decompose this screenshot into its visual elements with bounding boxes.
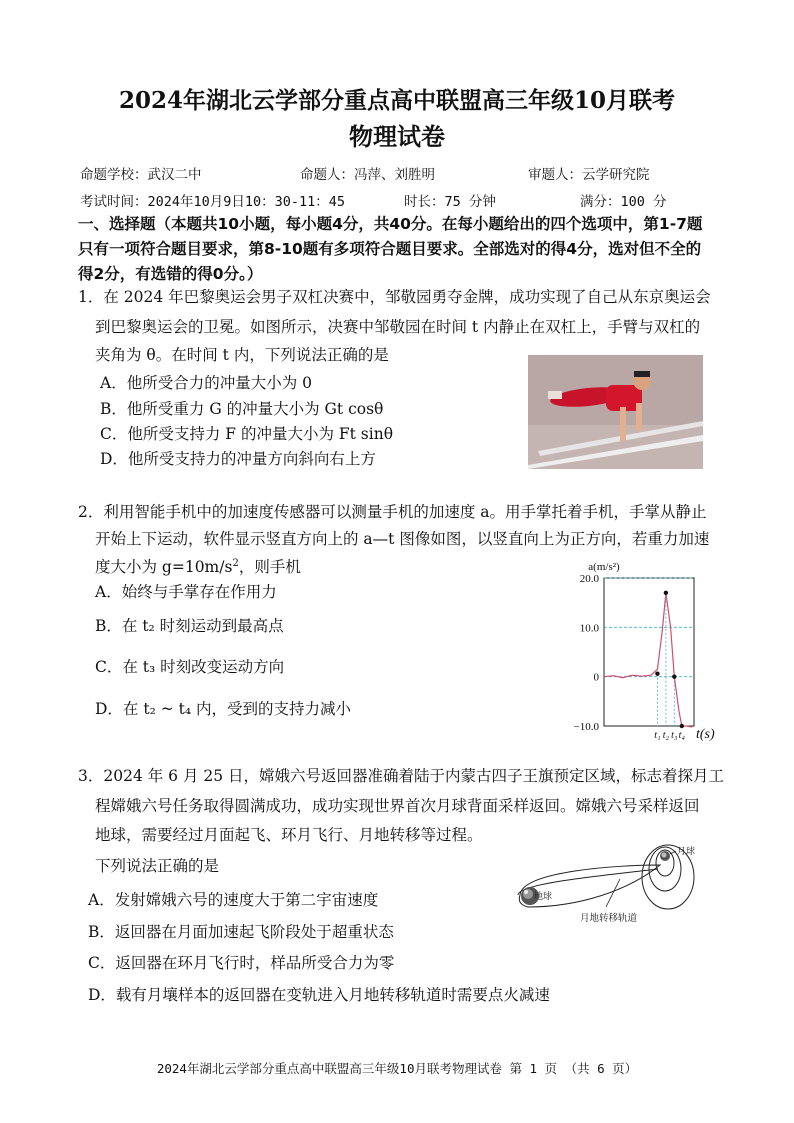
meta-time: 考试时间：2024年10月9日10：30-11：45 (80, 194, 346, 210)
exam-title: 2024年湖北云学部分重点高中联盟高三年级10月联考 (118, 87, 676, 114)
q2-option-c: C．在 t₃ 时刻改变运动方向 (95, 658, 285, 676)
x-tick-label: t₁ (654, 730, 661, 741)
data-point (655, 672, 659, 676)
q2-line-2: 开始上下运动，软件显示竖直方向上的 a—t 图像如图，以竖直向上为正方向，若重力加速 (95, 530, 710, 548)
section-line-3: 得2分，有选错的得0分。） (78, 265, 263, 283)
q2-option-a: A．始终与手掌存在作用力 (95, 583, 277, 601)
q1-line-1: 1．在 2024 年巴黎奥运会男子双杠决赛中，邹敬园勇夺金牌，成功实现了自己从东京奥运会 (78, 288, 711, 306)
data-point (680, 724, 684, 728)
q1-option-c: C．他所受支持力 F 的冲量大小为 Ft sinθ (100, 425, 394, 443)
meta-duration: 时长：75 分钟 (404, 194, 496, 210)
q3-line-2: 程嫦娥六号任务取得圆满成功，成功实现世界首次月球背面采样返回。嫦娥六号采样返回 (95, 797, 700, 815)
y-tick-label: 0 (593, 671, 599, 684)
q3-line-3: 地球，需要经过月面起飞、环月飞行、月地转移等过程。 (95, 826, 483, 844)
orbit-diagram (508, 843, 708, 935)
q3-option-b: B．返回器在月面加速起飞阶段处于超重状态 (88, 923, 394, 941)
q1-option-a: A．他所受合力的冲量大小为 0 (100, 374, 312, 392)
section-line-1: 一、选择题（本题共10小题，每小题4分，共40分。在每小题给出的四个选项中，第1-7题 (78, 215, 703, 233)
q1-option-d: D．他所受支持力的冲量方向斜向右上方 (100, 450, 376, 468)
y-tick-label: 20.0 (579, 573, 599, 585)
y-tick-label: −10.0 (573, 721, 599, 733)
earth-label: 地球 (534, 892, 553, 902)
q3-prompt: 下列说法正确的是 (95, 857, 220, 875)
orbit-label: 月地转移轨道 (580, 913, 638, 924)
y-tick-label: 10.0 (579, 622, 599, 635)
page-footer: 2024年湖北云学部分重点高中联盟高三年级10月联考物理试卷 第 1 页 （共 6 页） (156, 1061, 638, 1076)
q2-option-d: D．在 t₂ ~ t₄ 内，受到的支持力减小 (95, 700, 352, 718)
meta-reviewer: 审题人：云学研究院 (528, 167, 650, 183)
q3-option-a: A．发射嫦娥六号的速度大于第二宇宙速度 (88, 891, 379, 909)
y-axis-label: a(m/s²) (588, 561, 620, 573)
q3-line-1: 3．2024 年 6 月 25 日，嫦娥六号返回器准确着陆于内蒙古四子王旗预定区域，标志着探月工 (78, 767, 725, 785)
chart-frame (604, 578, 694, 726)
acceleration-curve (604, 593, 692, 727)
moon-label: 月球 (677, 847, 696, 857)
q2-line-3: 度大小为 $g=10m/s^2$，则手机 (95, 558, 301, 577)
section-line-2: 只有一项符合题目要求，第8-10题有多项符合题目要求。全部选对的得4分，选对但不全的 (78, 240, 702, 258)
x-tick-label: t₂ (662, 730, 670, 741)
section-instructions (78, 212, 728, 287)
q1-line-2: 到巴黎奥运会的卫冕。如图所示，决赛中邹敬园在时间 t 内静止在双杠上，手臂与双杠的 (95, 318, 701, 336)
exam-subtitle: 物理试卷 (349, 122, 445, 151)
data-point (664, 591, 668, 595)
acceleration-chart (560, 550, 720, 750)
data-point (672, 674, 676, 678)
x-tick-label: t₄ (678, 730, 685, 741)
meta-author: 命题人：冯萍、刘胜明 (300, 167, 435, 183)
q3-option-d: D．载有月壤样本的返回器在变轨进入月地转移轨道时需要点火减速 (88, 986, 550, 1004)
q1-option-b: B．他所受重力 G 的冲量大小为 Gt cosθ (100, 400, 384, 418)
moon-icon (660, 851, 670, 861)
meta-school: 命题学校：武汉二中 (80, 167, 202, 183)
x-tick-label: t₃ (671, 730, 678, 741)
q2-option-b: B．在 t₂ 时刻运动到最高点 (95, 617, 284, 635)
meta-score: 满分：100 分 (580, 194, 667, 210)
q1-line-3: 夹角为 θ。在时间 t 内，下列说法正确的是 (95, 346, 389, 364)
q3-option-c: C．返回器在环月飞行时，样品所受合力为零 (88, 954, 395, 972)
gymnast-photo (528, 355, 703, 469)
q2-line-1: 2．利用智能手机中的加速度传感器可以测量手机的加速度 a。用手掌托着手机，手掌从静止 (78, 503, 707, 521)
x-axis-label: t(s) (696, 727, 715, 742)
